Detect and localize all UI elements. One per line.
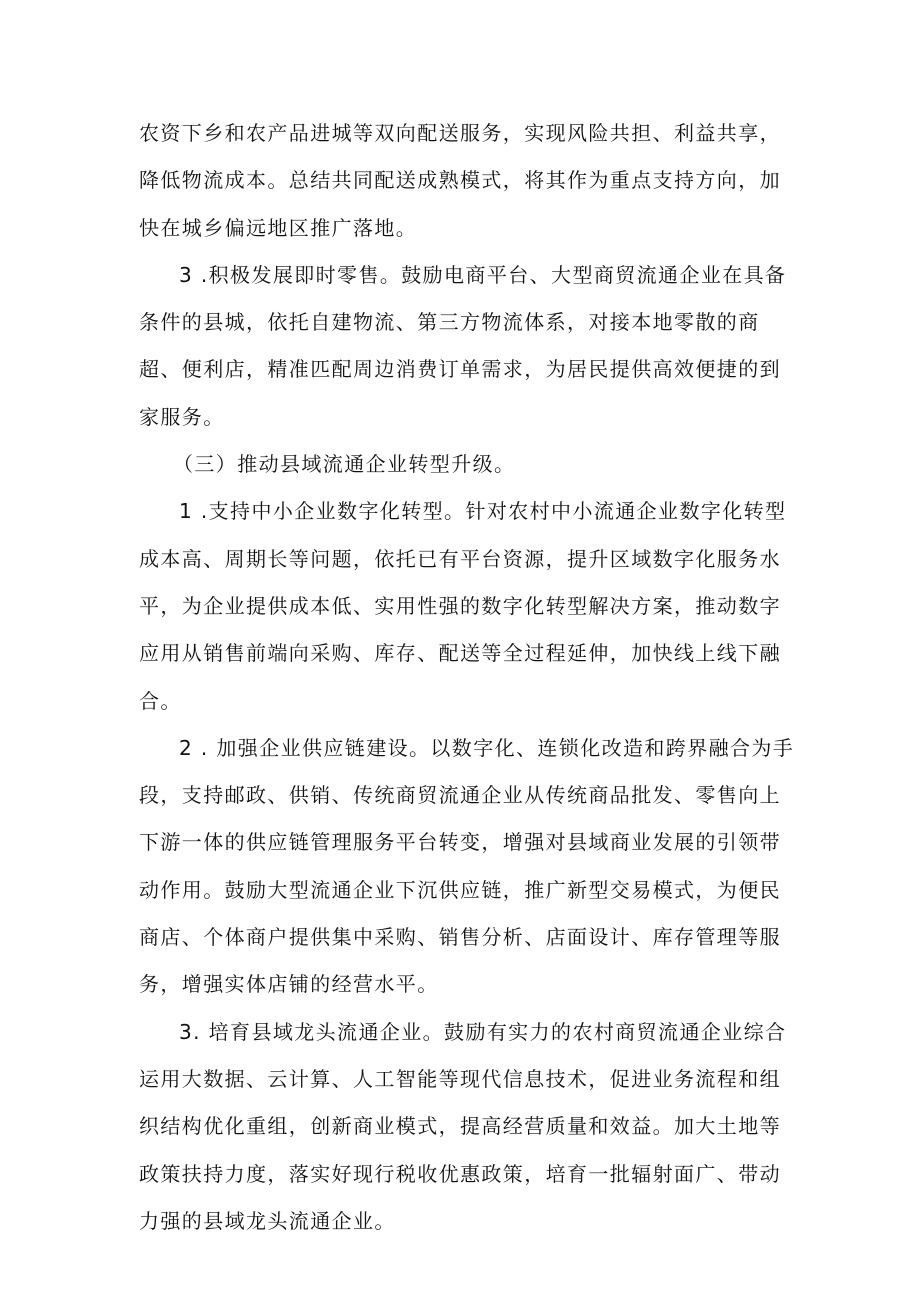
paragraph-leading-enterprises: 3. 培育县域龙头流通企业。鼓励有实力的农村商贸流通企业综合运用大数据、云计算、人工智能等现代信息技术，促进业务流程和组织结构优化重组，创新商业模式，提高经营质量和效益。加大土地等政策扶持力度，落实好现行税收优惠政策，培育一批辐射面广、带动力强的县域龙头流通企业。 [139,1019,787,1233]
section-heading: （三）推动县域流通企业转型升级。 [173,452,516,477]
paragraph-supply-chain: 2 . 加强企业供应链建设。以数字化、连锁化改造和跨界融合为手段，支持邮政、供销、传统商贸流通企业从传统商品批发、零售向上下游一体的供应链管理服务平台转变，增强对县域商业发展的引领带动作用。鼓励大型流通企业下沉供应链，推广新型交易模式，为便民商店、个体商户提供集中采购、销售分析、店面设计、库存管理等服务，增强实体店铺的经营水平。 [139,735,795,997]
paragraph-digital-transformation: 1 .支持中小企业数字化转型。针对农村中小流通企业数字化转型成本高、周期长等问题，依托已有平台资源，提升区域数字化服务水平，为企业提供成本低、实用性强的数字化转型解决方案，推动数字应用从销售前端向采购、库存、配送等全过程延伸，加快线上线下融合。 [139,499,787,713]
paragraph-continuation: 农资下乡和农产品进城等双向配送服务，实现风险共担、利益共享，降低物流成本。总结共同配送成熟模式，将其作为重点支持方向，加快在城乡偏远地区推广落地。 [139,121,781,240]
paragraph-instant-retail: 3 .积极发展即时零售。鼓励电商平台、大型商贸流通企业在具备条件的县城，依托自建物流、第三方物流体系，对接本地零散的商超、便利店，精准匹配周边消费订单需求，为居民提供高效便捷的到家服务。 [139,262,787,429]
document-body [139,110,799,1245]
